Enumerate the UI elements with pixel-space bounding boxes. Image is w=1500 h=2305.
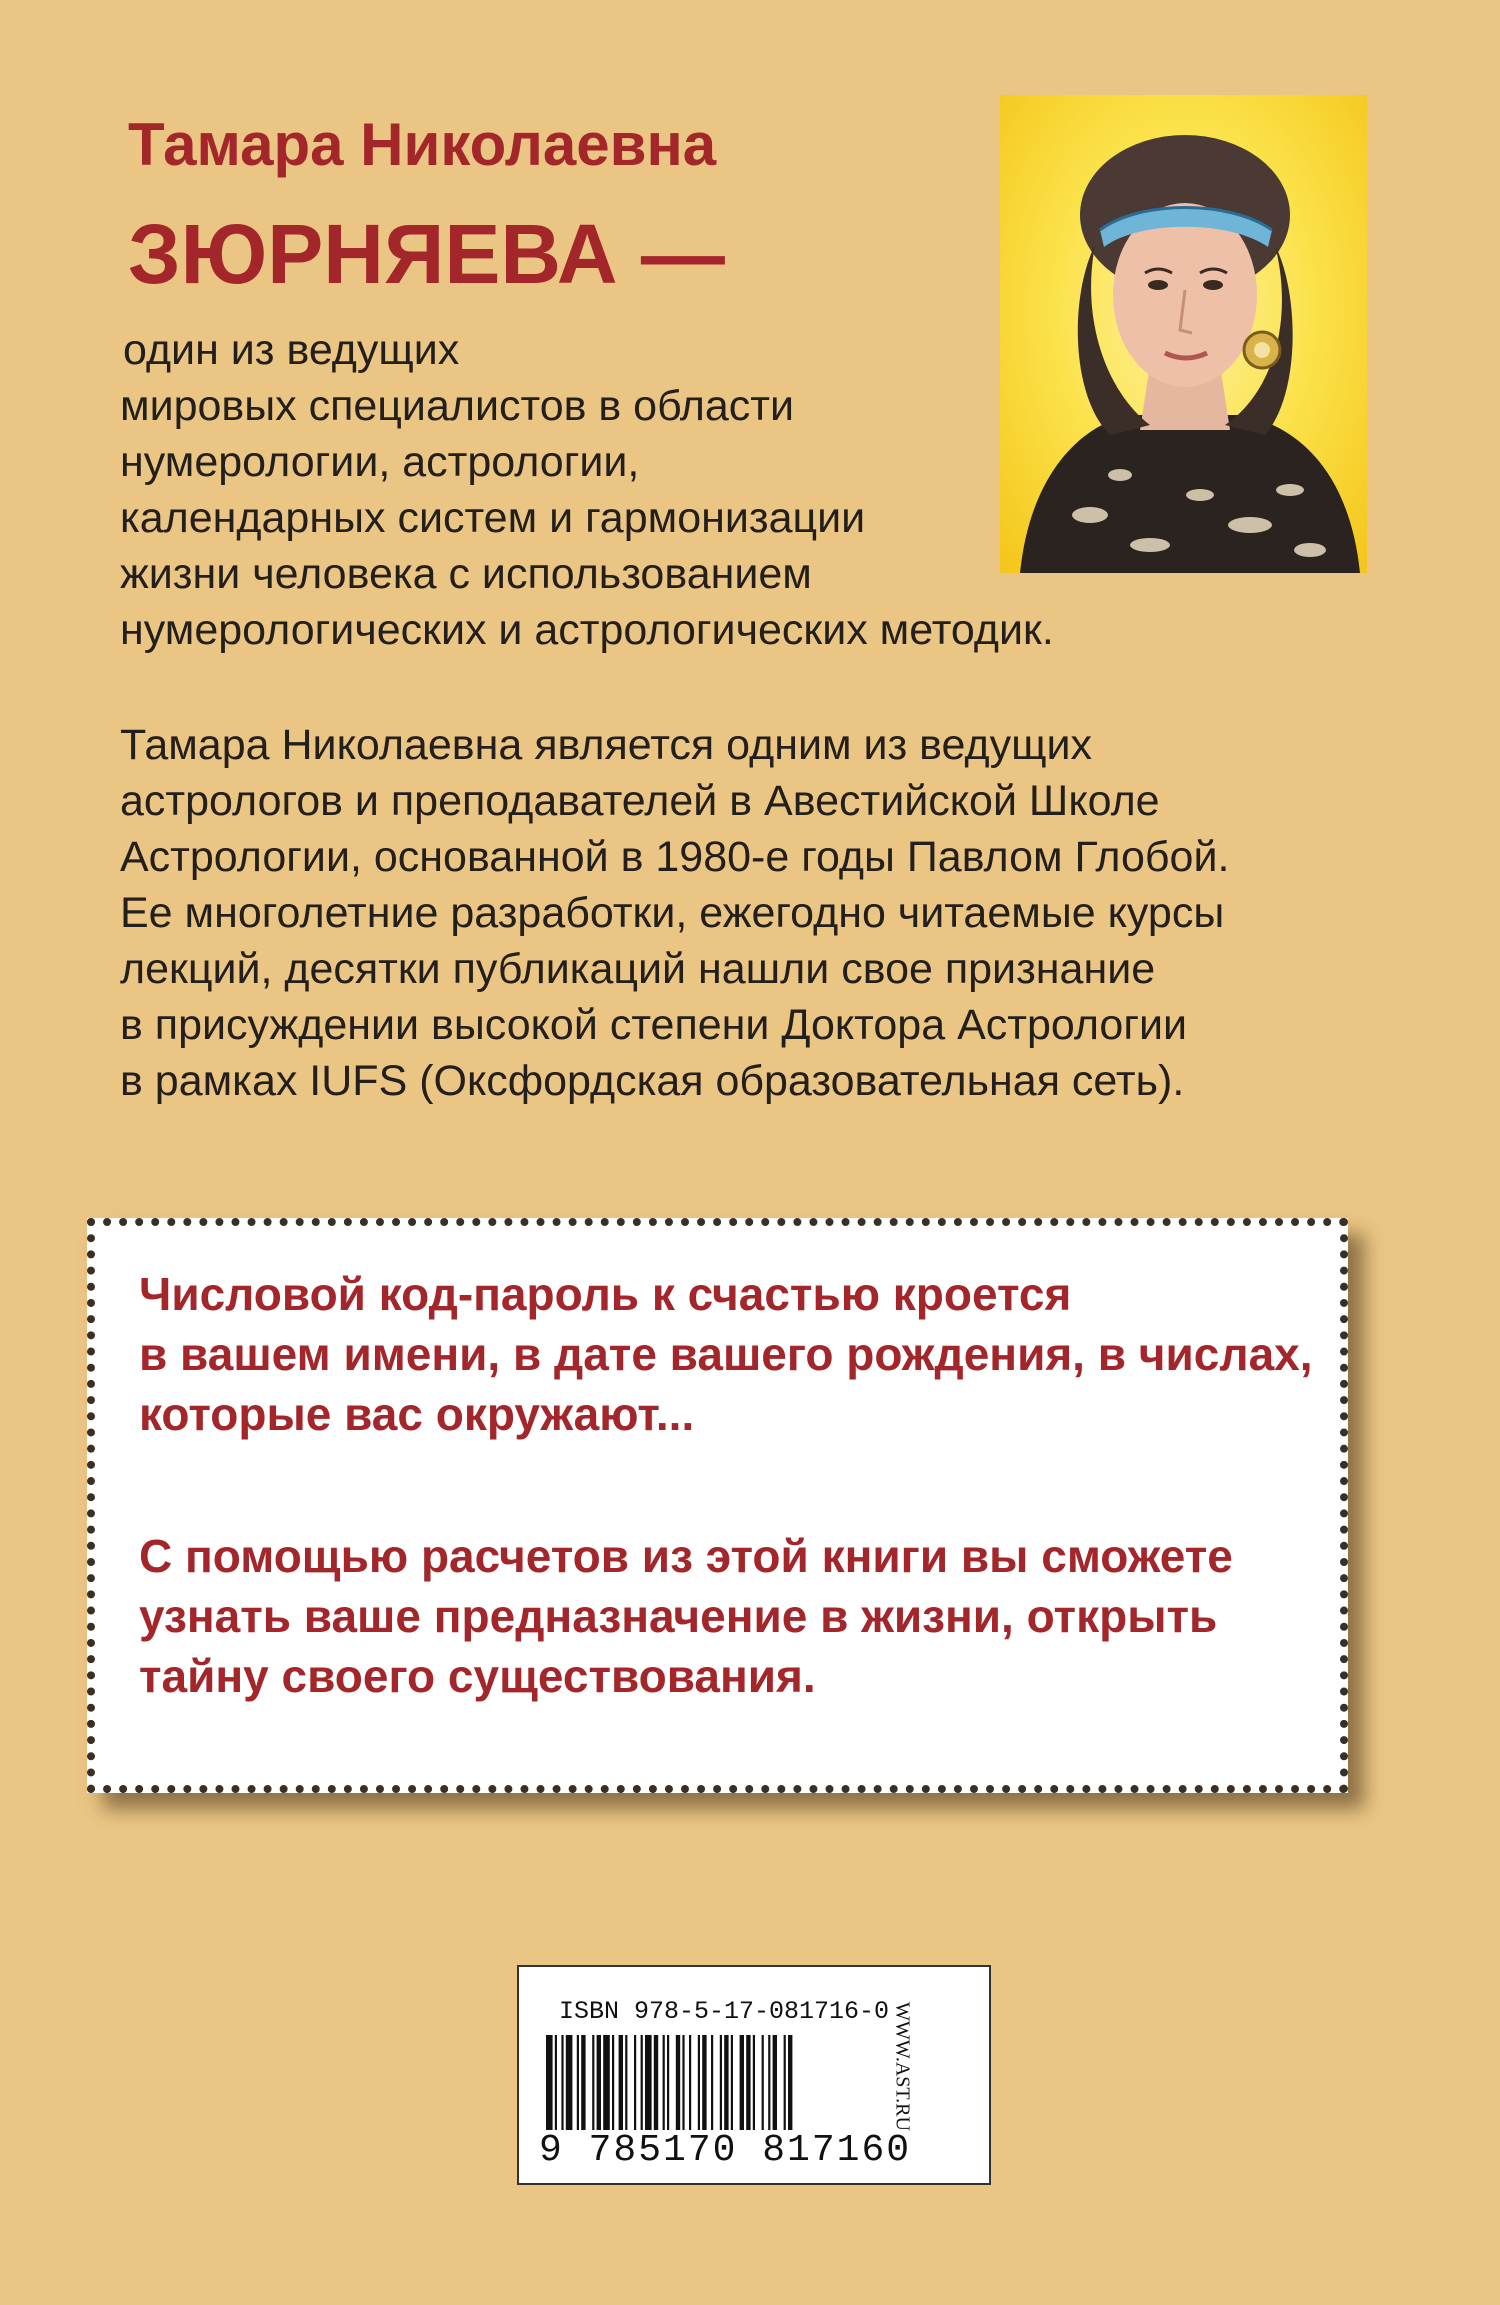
barcode-bar [603, 2035, 610, 2130]
barcode-bar [619, 2035, 623, 2130]
quote-paragraph-1 [139, 1264, 1313, 1444]
barcode-bar [740, 2035, 744, 2130]
barcode-bar [689, 2035, 691, 2130]
barcode-bar [634, 2035, 636, 2130]
isbn-label: ISBN 978-5-17-081716-0 [559, 1997, 890, 2026]
barcode-bar [546, 2035, 553, 2130]
barcode-bar [597, 2035, 601, 2130]
barcode-bar [784, 2035, 786, 2130]
barcode-bar [566, 2035, 573, 2130]
barcode-bar [581, 2035, 585, 2130]
barcode-bar [625, 2035, 627, 2130]
bio-line: астрологов и преподавателей в Авестийской Школе [120, 777, 1160, 825]
author-bio [120, 717, 1229, 1109]
bio-line: лекций, десятки публикаций нашли свое признание [120, 945, 1156, 993]
quote-line: Числовой код-пароль к счастью кроется [139, 1268, 1072, 1320]
barcode-bar [788, 2035, 792, 2130]
barcode-bar [612, 2035, 614, 2130]
intro-line: календарных систем и гармонизации [120, 494, 866, 542]
barcode-bar [731, 2035, 733, 2130]
quote-line: которые вас окружают... [139, 1388, 695, 1440]
barcode-bar [768, 2035, 770, 2130]
barcode-bar [663, 2035, 665, 2130]
barcode-bar [724, 2035, 728, 2130]
barcode-bar [746, 2035, 750, 2130]
quote-box [87, 1218, 1348, 1793]
barcode-bar [682, 2035, 684, 2130]
author-portrait-icon [1000, 95, 1367, 573]
bio-line: Тамара Николаевна является одним из ведущих [120, 721, 1092, 769]
barcode-bar [561, 2035, 563, 2130]
barcode-bar [667, 2035, 669, 2130]
author-intro [120, 322, 1054, 658]
barcode-bar [676, 2035, 680, 2130]
bio-line: Ее многолетние разработки, ежегодно читаемые курсы [120, 889, 1225, 937]
quote-paragraph-2 [139, 1526, 1233, 1706]
bio-line: в рамках IUFS (Оксфордская образовательная сеть). [120, 1057, 1185, 1105]
barcode-bar [702, 2035, 706, 2130]
barcode-bar [641, 2035, 643, 2130]
intro-line: нумерологических и астрологических методик. [120, 606, 1054, 654]
barcode-bar [555, 2035, 557, 2130]
barcode-bar [762, 2035, 764, 2130]
barcode-bar [577, 2035, 579, 2130]
website-label: WWW.AST.RU [891, 2002, 914, 2131]
barcode-bar [645, 2035, 652, 2130]
barcode-bar [773, 2035, 777, 2130]
quote-line: в вашем имени, в дате вашего рождения, в числах, [139, 1328, 1313, 1380]
intro-line: мировых специалистов в области [120, 382, 795, 430]
intro-line: один из ведущих [123, 326, 460, 374]
quote-line: узнать ваше предназначение в жизни, открыть [139, 1590, 1218, 1642]
intro-line: жизни человека с использованием [120, 550, 812, 598]
barcode-box [517, 1965, 991, 2185]
author-last-name: ЗЮРНЯЕВА — [128, 207, 725, 301]
bio-line: Астрологии, основанной в 1980-е годы Павлом Глобой. [120, 833, 1230, 881]
barcode-digits: 9 785170 817160 [539, 2129, 912, 2172]
bio-line: в присуждении высокой степени Доктора Астрологии [120, 1001, 1188, 1049]
barcode-bar [654, 2035, 658, 2130]
author-first-name: Тамара Николаевна [128, 111, 717, 178]
barcode-bar [698, 2035, 700, 2130]
barcode-bar [753, 2035, 755, 2130]
author-photo [1000, 95, 1367, 573]
intro-line: нумерологии, астрологии, [120, 438, 640, 486]
barcode-bar [711, 2035, 713, 2130]
barcode-bar [720, 2035, 722, 2130]
quote-line: тайну своего существования. [139, 1650, 816, 1702]
barcode-bar [592, 2035, 594, 2130]
barcode-icon [544, 2035, 944, 2130]
quote-line: С помощью расчетов из этой книги вы сможете [139, 1530, 1233, 1582]
